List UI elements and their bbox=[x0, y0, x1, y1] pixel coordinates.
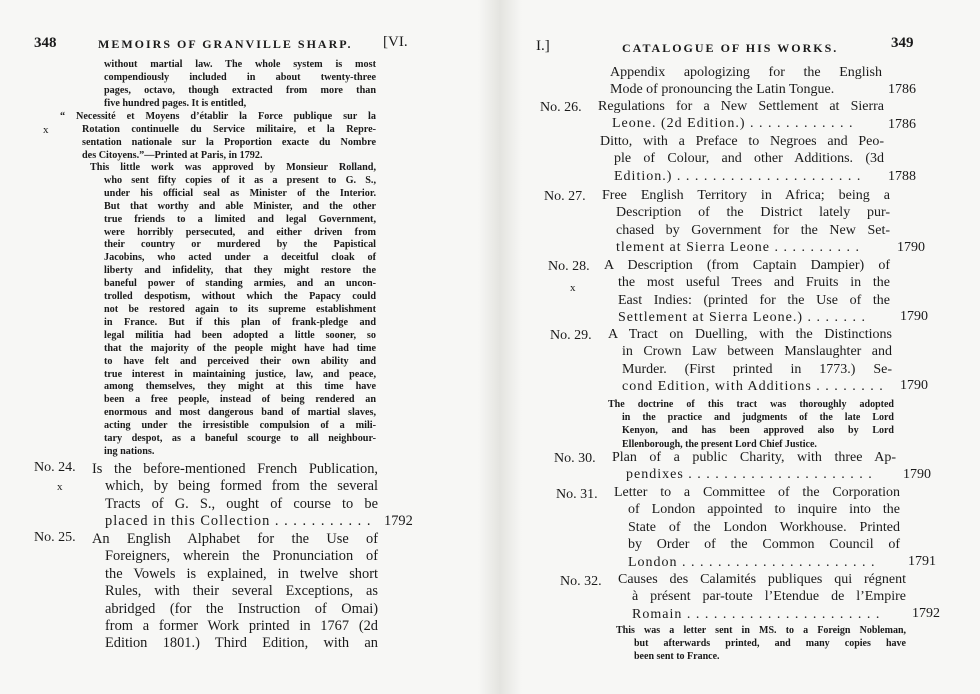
note-line: but afterwards printed, and many copies have bbox=[634, 638, 906, 650]
note-line: Ellenborough, the present Lord Chief Justice. bbox=[622, 438, 817, 450]
entry-number: No. 31. bbox=[556, 487, 598, 502]
entry-line: Rules, with their several Exceptions, as bbox=[105, 583, 378, 600]
text-line: Rotation continuelle du Service militaire, et la Repre- bbox=[82, 123, 376, 135]
text-line: not be restored again to its supreme establishment bbox=[104, 303, 376, 315]
catalogue-entry bbox=[614, 484, 900, 571]
catalogue-entry bbox=[92, 531, 378, 653]
note-line: in the practice and judgments of the late Lord bbox=[622, 412, 894, 424]
entry-line: placed in this Collection . . . . . . . . . . . bbox=[105, 513, 372, 530]
entry-line: Foreigners, wherein the Pronunciation of bbox=[105, 548, 378, 565]
entry-note bbox=[608, 398, 894, 451]
entry-line: Murder. (First printed in 1773.) Se- bbox=[622, 361, 892, 377]
entry-line: the Vowels is explained, in twelve short bbox=[105, 565, 378, 582]
text-line: true friends to a limited and legal Government, bbox=[104, 213, 376, 225]
page-number: 349 bbox=[891, 35, 914, 51]
text-line: “ Necessité et Moyens d’établir la Force publique sur la bbox=[60, 111, 376, 122]
entry-number: No. 24. bbox=[34, 460, 76, 475]
entry-line: Free English Territory in Africa; being a bbox=[602, 188, 890, 203]
entry-line: Edition 1801.) Third Edition, with an bbox=[105, 635, 378, 652]
entry-line: the most useful Trees and Fruits in the bbox=[618, 275, 890, 291]
entry-year: 1786 bbox=[888, 82, 916, 97]
text-line: baneful power of standing armies, and an uncon- bbox=[104, 278, 376, 290]
text-line: who sent fifty copies of it as a present to G. S., bbox=[104, 174, 376, 186]
text-line: compendiously included in about twenty-three bbox=[104, 71, 376, 83]
entry-line: State of the London Workhouse. Printed bbox=[628, 519, 900, 535]
entry-line: Regulations for a New Settlement at Sierra bbox=[598, 99, 884, 114]
entry-line: An English Alphabet for the Use of bbox=[92, 531, 378, 547]
entry-line: cond Edition, with Additions . . . . . . . . bbox=[622, 379, 884, 395]
text-line: But that worthy and able Minister, and the other bbox=[104, 200, 376, 212]
entry-line: Appendix apologizing for the English bbox=[610, 65, 882, 80]
entry-number: No. 27. bbox=[544, 189, 586, 204]
entry-line: Plan of a public Charity, with three Ap- bbox=[612, 450, 896, 465]
text-line: without martial law. The whole system is most bbox=[104, 59, 376, 70]
entry-line: abridged (for the Instruction of Omai) bbox=[105, 600, 378, 617]
margin-mark: x bbox=[57, 481, 63, 493]
entry-year: 1790 bbox=[900, 378, 928, 393]
left-page bbox=[0, 0, 480, 694]
entry-number: No. 26. bbox=[540, 100, 582, 115]
intro-paragraph bbox=[104, 59, 376, 111]
text-line: were horribly persecuted, and either driven from bbox=[104, 226, 376, 238]
entry-year: 1792 bbox=[384, 513, 413, 529]
text-line: enormous and most dangerous band of martial slaves, bbox=[104, 407, 376, 419]
entry-line: A Description (from Captain Dampier) of bbox=[604, 258, 890, 273]
section-mark: I.] bbox=[536, 38, 550, 54]
entry-number: No. 25. bbox=[34, 530, 76, 545]
note-line: Kenyon, and has been approved also by Lord bbox=[622, 425, 894, 437]
entry-line: East Indies: (printed for the Use of the bbox=[618, 292, 890, 308]
text-line: five hundred pages. It is entitled, bbox=[104, 97, 247, 109]
running-head: MEMOIRS OF GRANVILLE SHARP. bbox=[98, 37, 353, 51]
text-line: pages, octavo, though extracted from more than bbox=[104, 84, 376, 96]
text-line: their country or murdered by the Papistical bbox=[104, 239, 376, 251]
entry-year: 1790 bbox=[897, 240, 925, 255]
entry-line: of London appointed to inquire into the bbox=[628, 502, 900, 518]
entry-line: Edition.) . . . . . . . . . . . . . . . . . . . . . bbox=[614, 168, 862, 184]
text-line: to have felt and perceived their own ability and bbox=[104, 355, 376, 367]
entry-year: 1790 bbox=[903, 467, 931, 482]
entry-line: by Order of the Common Council of bbox=[628, 537, 900, 553]
text-line: that the majority of the people might have had time bbox=[104, 342, 376, 354]
text-line: true interest in maintaining justice, law, and peace, bbox=[104, 368, 376, 380]
page-number: 348 bbox=[34, 35, 57, 51]
catalogue-entry bbox=[612, 449, 896, 484]
text-line: liberty and infidelity, that they might restore the bbox=[104, 265, 376, 277]
note-line: been sent to France. bbox=[634, 651, 720, 663]
note-line: The doctrine of this tract was thoroughly adopted bbox=[608, 399, 894, 410]
entry-line: Leone. (2d Edition.) . . . . . . . . . . . . bbox=[612, 116, 854, 132]
entry-number: No. 29. bbox=[550, 328, 592, 343]
text-line: ing nations. bbox=[104, 445, 155, 457]
entry-year: 1792 bbox=[912, 606, 940, 621]
entry-line: which, by being formed from the several bbox=[105, 478, 378, 495]
margin-mark: x bbox=[570, 282, 576, 294]
text-line: under his official seal as Minister of the Interior. bbox=[104, 187, 376, 199]
entry-number: No. 30. bbox=[554, 451, 596, 466]
entry-line: Letter to a Committee of the Corporation bbox=[614, 485, 900, 500]
entry-line: Causes des Calamités publiques qui régnent bbox=[618, 572, 906, 587]
text-line: sentation nationale sur la Proportion exacte du Nombre bbox=[82, 136, 376, 148]
footnote-paragraph bbox=[90, 162, 376, 459]
text-line: trolled despotism, without which the Papacy could bbox=[104, 291, 376, 303]
entry-year: 1786 bbox=[888, 117, 916, 132]
catalogue-entry bbox=[600, 133, 884, 185]
entry-line: Romain . . . . . . . . . . . . . . . . . . . . . . bbox=[632, 606, 881, 622]
entry-number: No. 32. bbox=[560, 574, 602, 589]
entry-line: Tracts of G. S., ought of course to be bbox=[105, 495, 378, 512]
french-title bbox=[60, 111, 376, 163]
catalogue-entry bbox=[598, 98, 884, 133]
text-line: in France. But if this plan of frank-pledge and bbox=[104, 316, 376, 328]
text-line: des Citoyens.”—Printed at Paris, in 1792. bbox=[82, 149, 263, 161]
entry-line: Description of the District lately pur- bbox=[616, 205, 890, 221]
catalogue-entry bbox=[618, 571, 906, 623]
catalogue-entry bbox=[604, 257, 890, 327]
text-line: tary despot, as a baneful scourge to all neighbour- bbox=[104, 433, 376, 445]
entry-year: 1788 bbox=[888, 169, 916, 184]
entry-number: No. 28. bbox=[548, 259, 590, 274]
text-line: been a free people, instead of being rendered an bbox=[104, 394, 376, 406]
catalogue-entry bbox=[608, 326, 892, 396]
entry-note bbox=[616, 624, 906, 664]
entry-line: Settlement at Sierra Leone.) . . . . . . . bbox=[618, 310, 867, 326]
section-mark: [VI. bbox=[383, 34, 408, 50]
right-page bbox=[520, 0, 980, 694]
entry-year: 1790 bbox=[900, 309, 928, 324]
entry-line: Mode of pronouncing the Latin Tongue. bbox=[610, 82, 835, 98]
text-line: Jacobins, who acted under a deceitful cloak of bbox=[104, 252, 376, 264]
note-line: This was a letter sent in MS. to a Foreign Nobleman, bbox=[616, 625, 906, 636]
entry-line: à présent par-toute l’Etendue de l’Empire bbox=[632, 589, 906, 605]
entry-line: tlement at Sierra Leone . . . . . . . . . . bbox=[616, 240, 860, 256]
text-line: among themselves, they might at this time have bbox=[104, 381, 376, 393]
entry-line: London . . . . . . . . . . . . . . . . . . . . . . bbox=[628, 554, 876, 570]
entry-line: A Tract on Duelling, with the Distinctions bbox=[608, 327, 892, 342]
catalogue-entry bbox=[610, 64, 882, 99]
text-line: legal militia had been adopted a little sooner, so bbox=[104, 329, 376, 341]
text-line: acting under the irresistible compulsion of a mili- bbox=[104, 420, 376, 432]
entry-year: 1791 bbox=[908, 554, 936, 569]
catalogue-entry bbox=[92, 461, 378, 531]
entry-line: from a former Work printed in 1767 (2d bbox=[105, 618, 378, 635]
margin-mark: x bbox=[43, 124, 49, 136]
running-head: CATALOGUE OF HIS WORKS. bbox=[622, 41, 839, 55]
book-gutter bbox=[478, 0, 522, 694]
text-line: This little work was approved by Monsieur Rolland, bbox=[90, 162, 376, 173]
entry-line: ple of Colour, and other Additions. (3d bbox=[614, 151, 884, 167]
entry-line: chased by Government for the New Set- bbox=[616, 222, 890, 238]
entry-line: Is the before-mentioned French Publication, bbox=[92, 461, 378, 477]
catalogue-entry bbox=[602, 187, 890, 257]
entry-line: in Crown Law between Manslaughter and bbox=[622, 344, 892, 360]
entry-line: Ditto, with a Preface to Negroes and Peo- bbox=[600, 134, 884, 149]
entry-line: pendixes . . . . . . . . . . . . . . . . . . . . . bbox=[626, 467, 873, 483]
